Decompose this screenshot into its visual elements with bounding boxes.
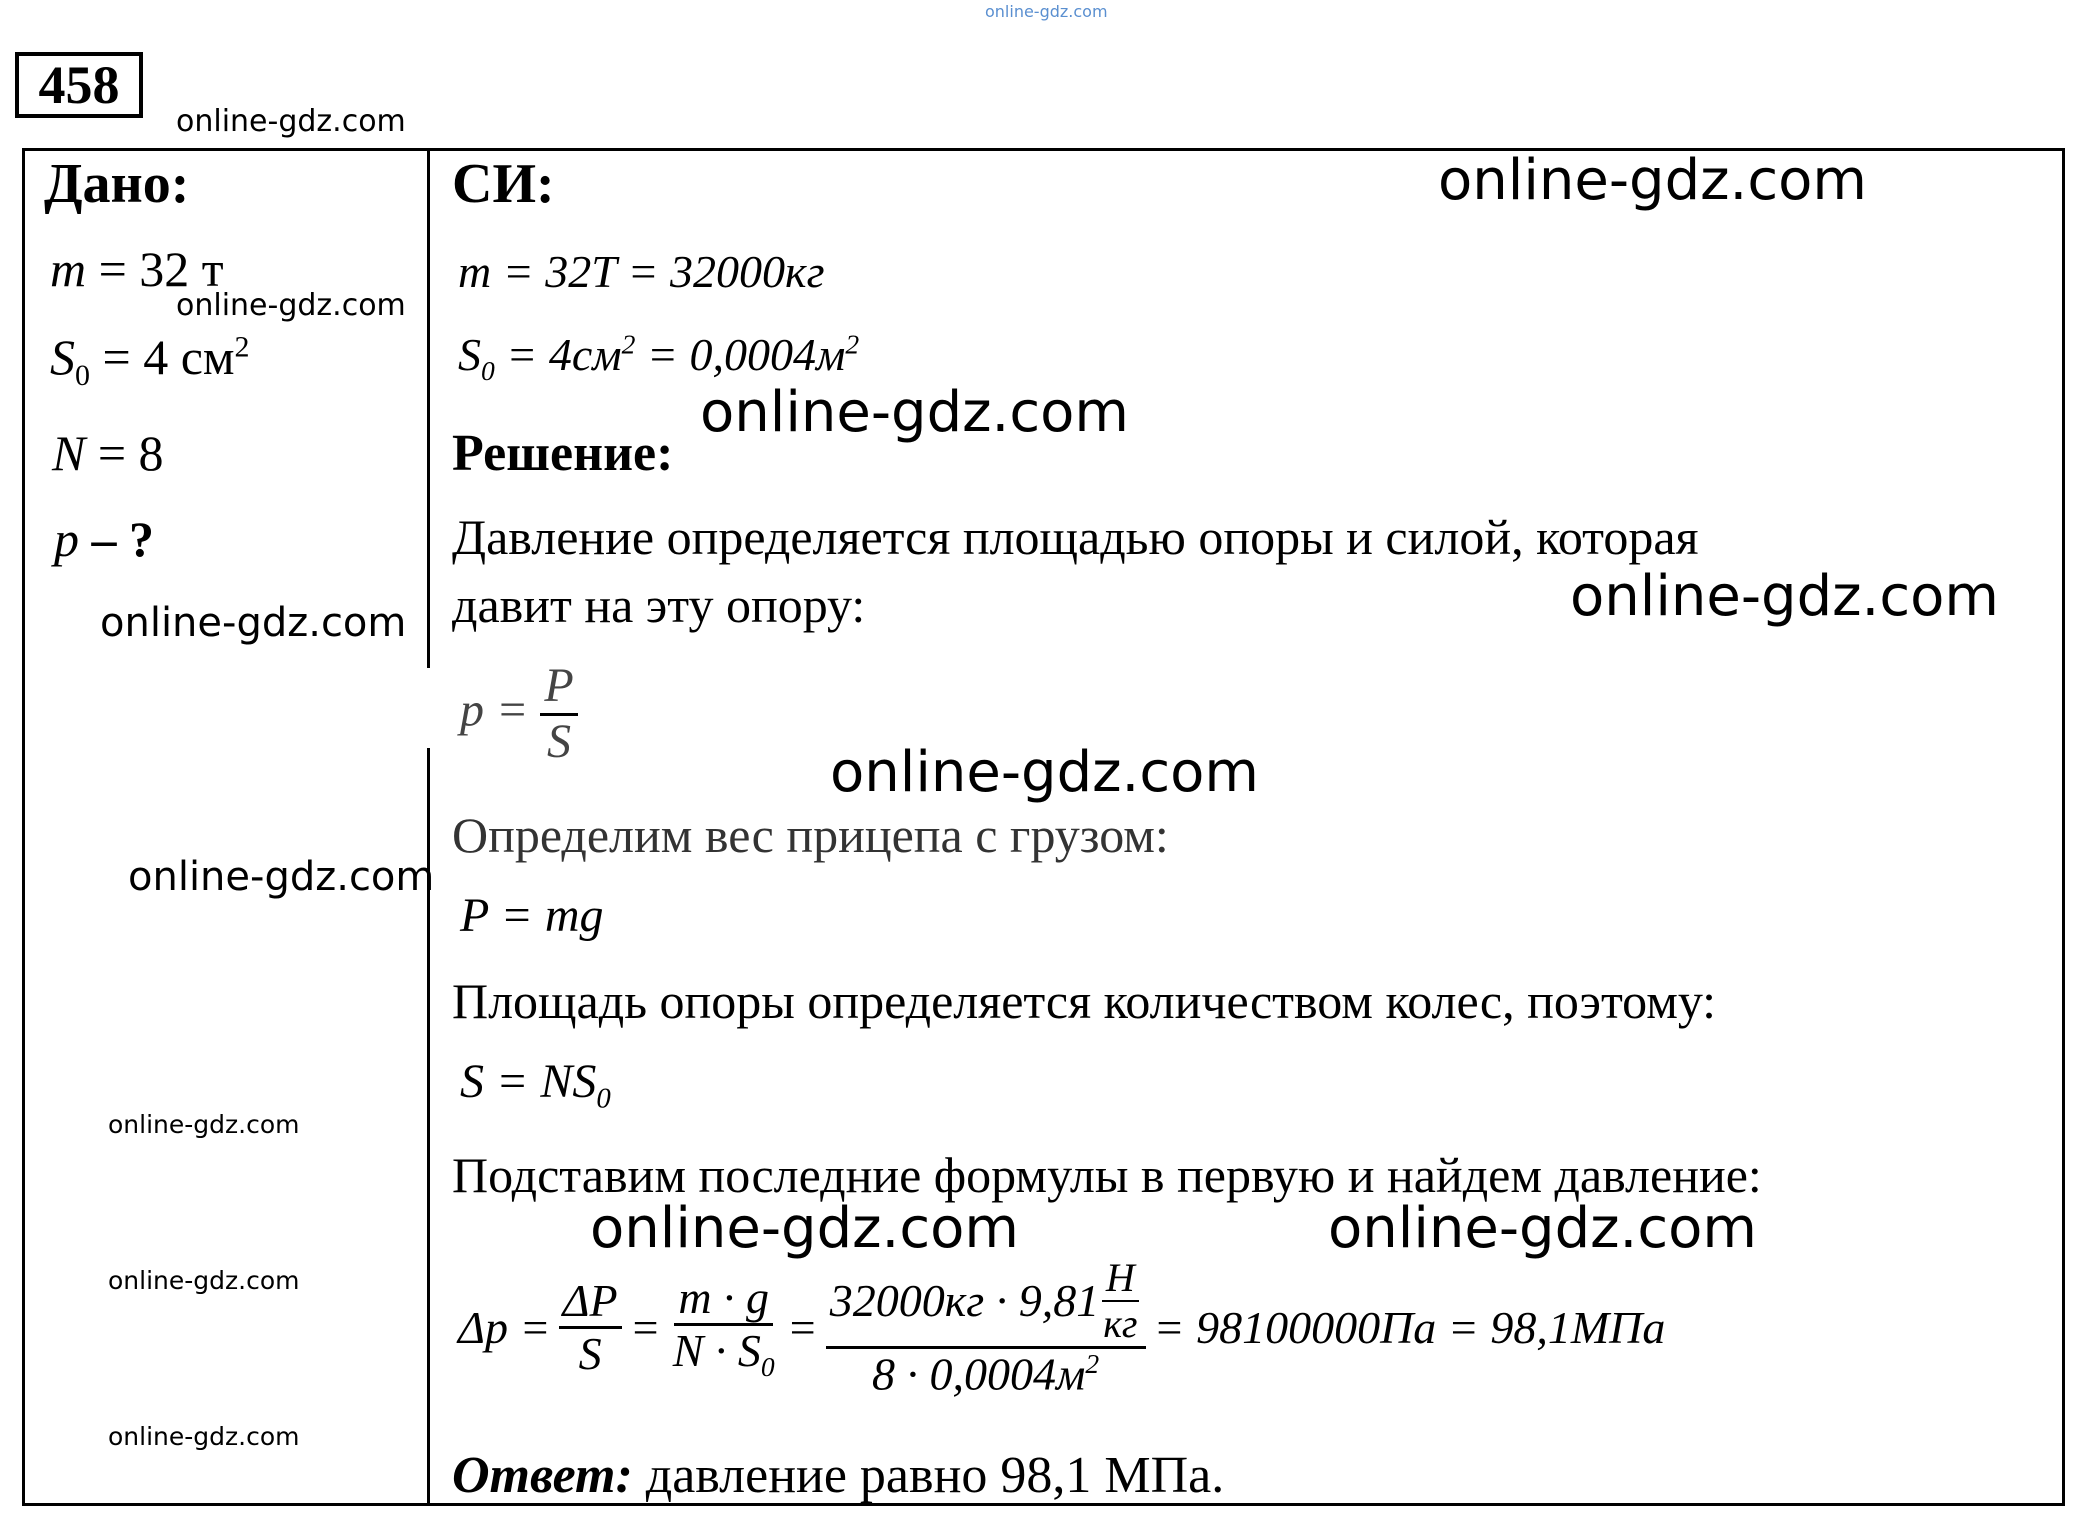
denominator-main: 8 · 0,0004м (872, 1348, 1086, 1400)
equals-sign: = (786, 1302, 818, 1354)
given-wheels-value: = 8 (97, 425, 164, 481)
denominator-sub: 0 (760, 1351, 775, 1383)
formula-pressure (460, 660, 578, 769)
fraction (669, 1273, 779, 1383)
unit-denominator: кг (1103, 1301, 1138, 1346)
formula-final-result: = 98100000Па = 98,1МПа (1153, 1302, 1666, 1354)
watermark: online-gdz.com (1438, 148, 1867, 213)
watermark: online-gdz.com (176, 288, 406, 323)
watermark: online-gdz.com (590, 1196, 1019, 1261)
formula-final-lhs: Δp = (458, 1302, 551, 1354)
si-mass: m = 32T = 32000кг (458, 246, 825, 297)
si-area-m: = 0,0004м (635, 329, 846, 380)
given-area (50, 328, 250, 393)
formula-area-sub: 0 (596, 1082, 611, 1115)
fraction-denominator: S (578, 1328, 602, 1380)
fraction (540, 660, 577, 769)
fraction-denominator: S (547, 714, 572, 768)
fraction-numerator: P (540, 660, 577, 716)
watermark: online-gdz.com (128, 854, 435, 900)
si-area-sub: 0 (481, 355, 495, 387)
problem-number: 458 (15, 52, 143, 118)
given-area-sup: 2 (234, 330, 250, 364)
si-title: СИ: (452, 153, 555, 215)
given-unknown-value: – ? (91, 511, 154, 567)
si-area (458, 328, 859, 387)
fraction-numerator (826, 1256, 1146, 1349)
formula-area-main: S = NS (460, 1055, 597, 1108)
formula-final (458, 1256, 1665, 1400)
answer (452, 1446, 1224, 1505)
watermark: online-gdz.com (1570, 564, 1999, 629)
given-area-value: = 4 см (102, 329, 235, 385)
unit-numerator: Н (1102, 1256, 1139, 1302)
watermark-top: online-gdz.com (985, 2, 1108, 21)
watermark: online-gdz.com (700, 380, 1129, 445)
fraction-denominator (868, 1349, 1103, 1400)
unit-fraction (1099, 1256, 1141, 1346)
given-title: Дано: (44, 153, 190, 215)
si-area-cm: = 4см (494, 329, 622, 380)
solution-paragraph: давит на эту опору: (452, 577, 866, 633)
watermark: online-gdz.com (108, 1422, 300, 1451)
denominator-sup: 2 (1085, 1348, 1100, 1379)
answer-text: давление равно 98,1 МПа. (632, 1447, 1225, 1504)
answer-label: Ответ: (452, 1447, 633, 1504)
given-mass-value: = 32 т (98, 241, 224, 297)
solution-paragraph: Площадь опоры определяется количеством колес, поэтому: (452, 973, 1717, 1029)
given-mass-symbol: m (50, 241, 87, 297)
formula-pressure-lhs: p = (460, 683, 529, 737)
si-area-sup: 2 (845, 328, 860, 360)
watermark: online-gdz.com (1328, 1196, 1757, 1261)
fraction-numerator: m · g (674, 1273, 773, 1327)
watermark: online-gdz.com (176, 104, 406, 139)
given-wheels (52, 424, 164, 482)
solution-paragraph: Давление определяется площадью опоры и силой, которая (452, 509, 1699, 565)
equals-sign: = (629, 1302, 661, 1354)
given-area-sub: 0 (75, 359, 90, 392)
watermark: online-gdz.com (100, 600, 407, 646)
formula-area (460, 1054, 611, 1116)
si-area-sup: 2 (621, 328, 636, 360)
given-area-symbol: S (50, 329, 75, 385)
fraction-numerator: ΔP (559, 1276, 622, 1330)
solution-paragraph: Определим вес прицепа с грузом: (452, 807, 1169, 863)
fraction (559, 1276, 622, 1380)
fraction-denominator (669, 1326, 779, 1383)
watermark: online-gdz.com (108, 1110, 300, 1139)
numerator-main: 32000кг · 9,81 (829, 1274, 1100, 1326)
si-area-symbol: S (458, 329, 481, 380)
column-divider (427, 148, 430, 668)
solution-title: Решение: (452, 425, 674, 482)
formula-weight: P = mg (460, 889, 604, 942)
fraction (826, 1256, 1146, 1400)
watermark: online-gdz.com (830, 740, 1259, 805)
solution-paragraph: Подставим последние формулы в первую и найдем давление: (452, 1147, 1762, 1203)
watermark: online-gdz.com (108, 1266, 300, 1295)
given-wheels-symbol: N (52, 425, 86, 481)
given-unknown-symbol: p (54, 511, 79, 567)
given-unknown (54, 510, 154, 568)
denominator-main: N · S (672, 1325, 761, 1377)
